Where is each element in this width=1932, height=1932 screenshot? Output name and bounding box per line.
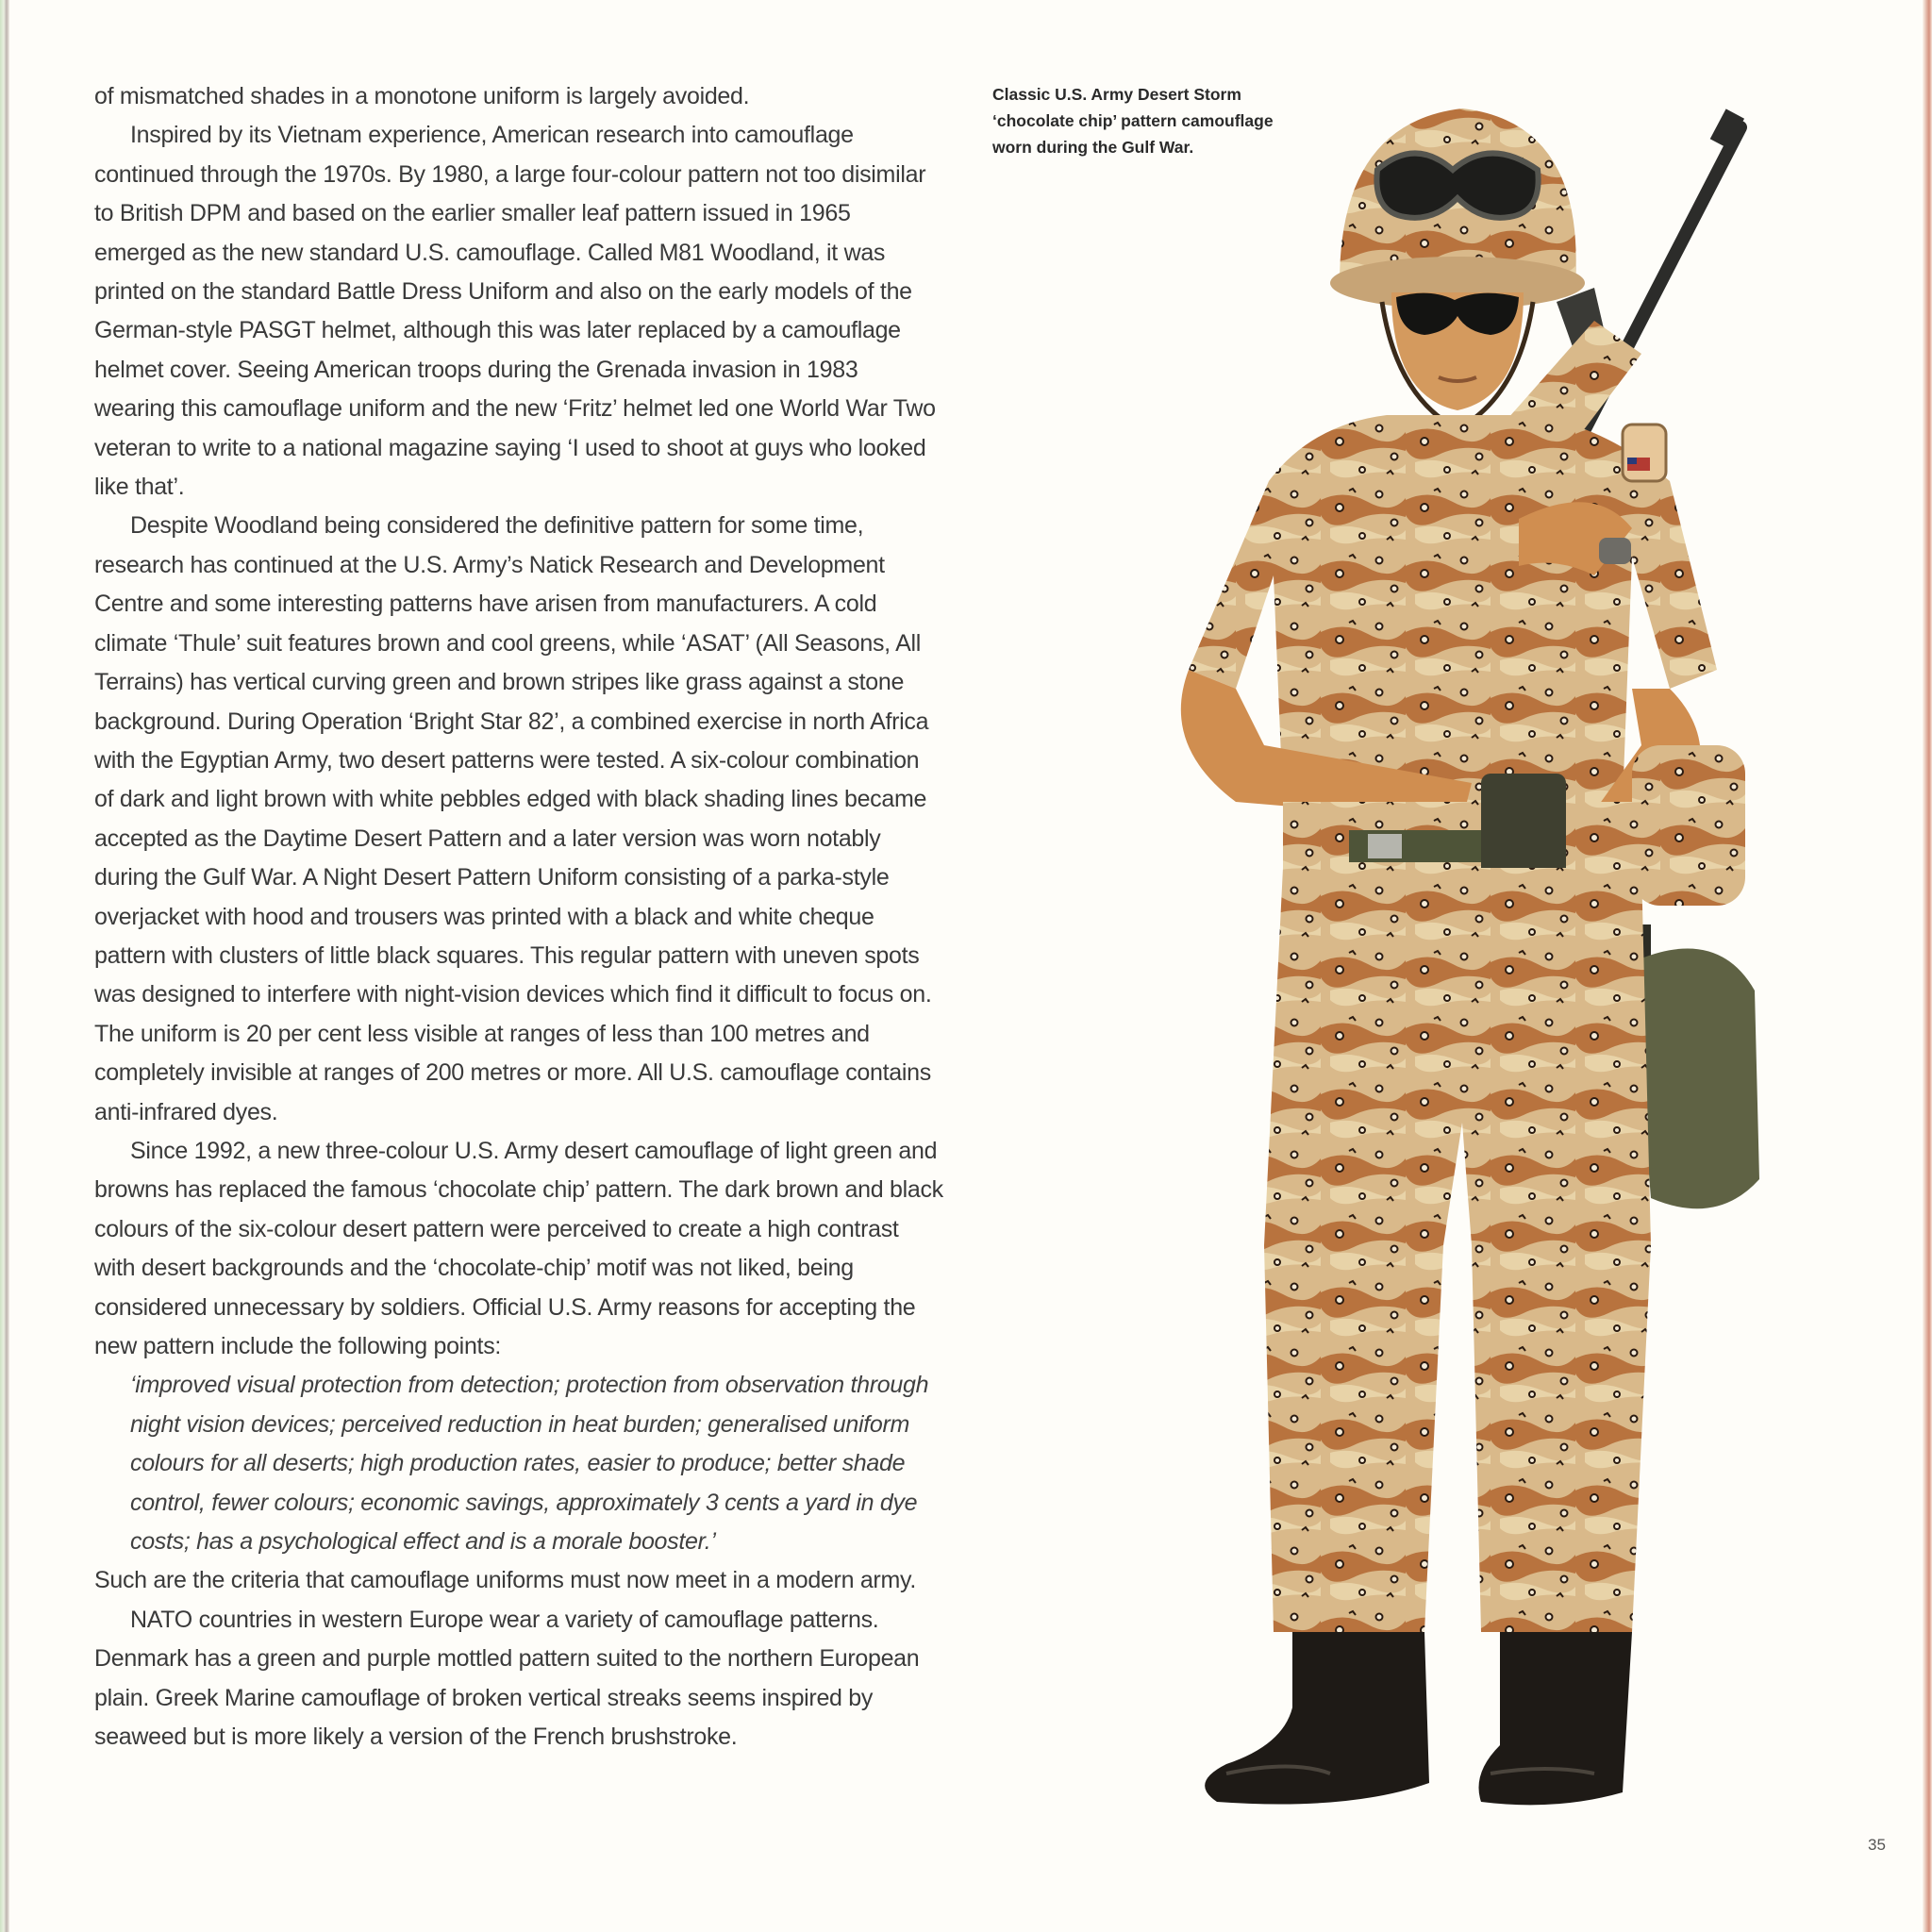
paragraph-vietnam-research: Inspired by its Vietnam experience, American research into camouflage continued through the 1970s. By 1980, a large four-colour pattern not too disimilar to British DPM and based on the earlier smaller leaf pattern issued in 1965 emerged as the new standard U.S. camouflage. Called M81 Woodland, it was printed on the standard Battle Dress Uniform and also on the early models of the German-style PASGT helmet, although this was later replaced by a camouflage helmet cover. Seeing American troops during the Grenada invasion in 1983 wearing this camouflage uniform and the new ‘Fritz’ helmet led one World War Two veteran to write to a national magazine saying ‘I used to shoot at guys who looked like that’. <box>94 122 936 501</box>
face <box>1382 292 1533 429</box>
article-body <box>94 77 943 1757</box>
paragraph-since-1992: Since 1992, a new three-colour U.S. Army desert camouflage of light green and browns has replaced the famous ‘chocolate chip’ pattern. The dark brown and black colours of the six-colour desert pattern were perceived to create a high contrast with desert backgrounds and the ‘chocolate-chip’ motif was not liked, being considered unnecessary by soldiers. Official U.S. Army reasons for accepting the new pattern include the following points: <box>94 1137 943 1359</box>
page-gutter-edge-left <box>0 0 9 1932</box>
paragraph-nato-countries: NATO countries in western Europe wear a variety of camouflage patterns. Denmark has a green and purple mottled pattern suited to the northern European plain. Greek Marine camouflage of broken vertical streaks seems inspired by seaweed but is more likely a version of the French brushstroke. <box>94 1606 920 1751</box>
camouflage-shirt <box>1189 415 1717 802</box>
boots-icon <box>1205 1632 1632 1805</box>
paragraph-natick-research: Despite Woodland being considered the definitive pattern for some time, research has continued at the U.S. Army’s Natick Research and Development Centre and some interesting patterns have arisen from manufacturers. A cold climate ‘Thule’ suit features brown and cool greens, while ‘ASAT’ (All Seasons, All Terrains) has vertical curving green and brown stripes like grass against a stone background. During Operation ‘Bright Star 82’, a combined exercise in north Africa with the Egyptian Army, two desert patterns were tested. A six-colour combination of dark and light brown with white pebbles edged with black shading lines became accepted as the Daytime Desert Pattern and a later version was worn notably during the Gulf War. A Night Desert Pattern Uniform consisting of a parka-style overjacket with hood and trousers was printed with a black and white cheque pattern with clusters of little black squares. This regular pattern with uneven spots was designed to interfere with night-vision devices which find it difficult to focus on. The uniform is 20 per cent less visible at ranges of less than 100 metres and completely invisible at ranges of 200 metres or more. All U.S. camouflage contains anti-infrared dyes. <box>94 512 932 1125</box>
camouflage-trousers <box>1264 868 1651 1632</box>
figure-caption: Classic U.S. Army Desert Storm ‘chocolate chip’ pattern camouflage worn during the Gulf War. <box>992 85 1274 157</box>
page-edge-right <box>1923 0 1932 1932</box>
helmet-icon <box>1330 108 1585 309</box>
paragraph-continuation: of mismatched shades in a monotone uniform is largely avoided. <box>94 83 750 109</box>
soldier-illustration <box>1066 85 1783 1849</box>
paragraph-criteria: Such are the criteria that camouflage uniforms must now meet in a modern army. <box>94 1567 916 1594</box>
block-quote-army-reasons: ‘improved visual protection from detection; protection from observation through night vision devices; perceived reduction in heat burden; generalised uniform colours for all deserts; high production rates, easier to produce; better shade control, fewer colours; economic savings, approximately 3 cents a yard in dye costs; has a psychological effect and is a morale booster.’ <box>130 1372 929 1556</box>
page-number: 35 <box>1868 1836 1886 1854</box>
soldier-photo <box>1066 85 1783 1849</box>
